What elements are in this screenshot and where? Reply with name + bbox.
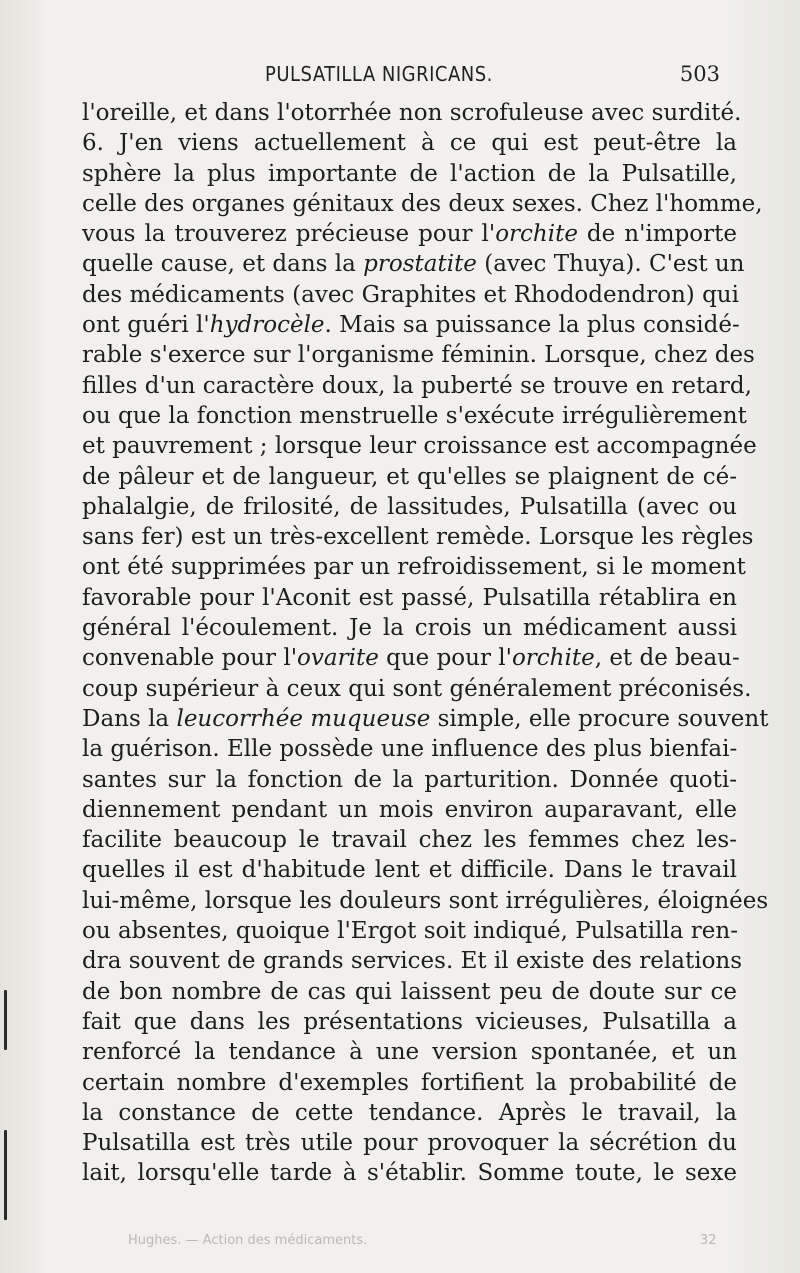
text-line: sans fer) est un très-excellent remède. Lorsque les règles — [82, 524, 754, 551]
page-edge-mark — [4, 1130, 7, 1220]
text-line: ont guéri l'hydrocèle. Mais sa puissance la plus considé- — [82, 312, 740, 339]
text-line: santes sur la fonction de la parturition. Donnée quoti- — [82, 766, 737, 793]
text-line: de bon nombre de cas qui laissent peu de doute sur ce — [82, 978, 737, 1005]
text-line: ou que la fonction menstruelle s'exécute irrégulièrement — [82, 402, 747, 429]
text-line: lui-même, lorsque les douleurs sont irrégulières, éloignées — [82, 887, 769, 914]
text-line: des médicaments (avec Graphites et Rhododendron) qui — [82, 281, 739, 308]
text-line: la constance de cette tendance. Après le travail, la — [82, 1099, 737, 1126]
text-line: 6. J'en viens actuellement à ce qui est peut-être la — [82, 130, 737, 157]
text-line: facilite beaucoup le travail chez les femmes chez les- — [82, 827, 737, 854]
text-line: ou absentes, quoique l'Ergot soit indiqué, Pulsatilla ren- — [82, 918, 738, 945]
text-line: fait que dans les présentations vicieuses, Pulsatilla a — [82, 1008, 737, 1035]
text-line: diennement pendant un mois environ auparavant, elle — [82, 796, 737, 823]
text-line: phalalgie, de frilosité, de lassitudes, Pulsatilla (avec ou — [82, 493, 737, 520]
text-line: l'oreille, et dans l'otorrhée non scrofuleuse avec surdité. — [82, 100, 742, 126]
text-line: quelle cause, et dans la prostatite (avec Thuya). C'est un — [82, 251, 745, 278]
text-line: favorable pour l'Aconit est passé, Pulsatilla rétablira en — [82, 584, 737, 611]
text-line: quelles il est d'habitude lent et difficile. Dans le travail — [82, 857, 737, 884]
text-line: Dans la leucorrhée muqueuse simple, elle procure souvent — [82, 705, 769, 732]
bleedthrough-footer-number: 32 — [700, 1233, 717, 1248]
text-line: sphère la plus importante de l'action de la Pulsatille, — [82, 160, 737, 187]
text-line: certain nombre d'exemples fortifient la probabilité de — [82, 1069, 737, 1096]
text-line: rable s'exerce sur l'organisme féminin. Lorsque, chez des — [82, 342, 755, 369]
page-number: 503 — [679, 62, 720, 86]
text-line: coup supérieur à ceux qui sont généralement préconisés. — [82, 675, 752, 702]
text-line: dra souvent de grands services. Et il existe des relations — [82, 948, 743, 975]
text-line: la guérison. Elle possède une influence des plus bienfai- — [82, 736, 738, 763]
text-line: de pâleur et de langueur, et qu'elles se plaignent de cé- — [82, 463, 737, 490]
text-line: général l'écoulement. Je la crois un médicament aussi — [82, 615, 737, 642]
text-line: vous la trouverez précieuse pour l'orchite de n'importe — [82, 221, 737, 248]
page-edge-mark — [4, 990, 7, 1050]
bleedthrough-footer-text: Hughes. — Action des médicaments. — [128, 1233, 368, 1248]
text-line: Pulsatilla est très utile pour provoquer la sécrétion du — [82, 1130, 737, 1157]
text-line: renforcé la tendance à une version spontanée, et un — [82, 1039, 737, 1066]
text-line: et pauvrement ; lorsque leur croissance est accompagnée — [82, 433, 757, 460]
text-line: lait, lorsqu'elle tarde à s'établir. Somme toute, le sexe — [82, 1160, 737, 1187]
text-line: ont été supprimées par un refroidissement, si le moment — [82, 554, 746, 581]
text-line: convenable pour l'ovarite que pour l'orchite, et de beau- — [82, 645, 740, 672]
body-text — [82, 98, 769, 1189]
running-head-title: PULSATILLA NIGRICANS. — [265, 62, 493, 86]
text-line: filles d'un caractère doux, la puberté se trouve en retard, — [82, 372, 752, 399]
text-line: celle des organes génitaux des deux sexes. Chez l'homme, — [82, 190, 763, 217]
